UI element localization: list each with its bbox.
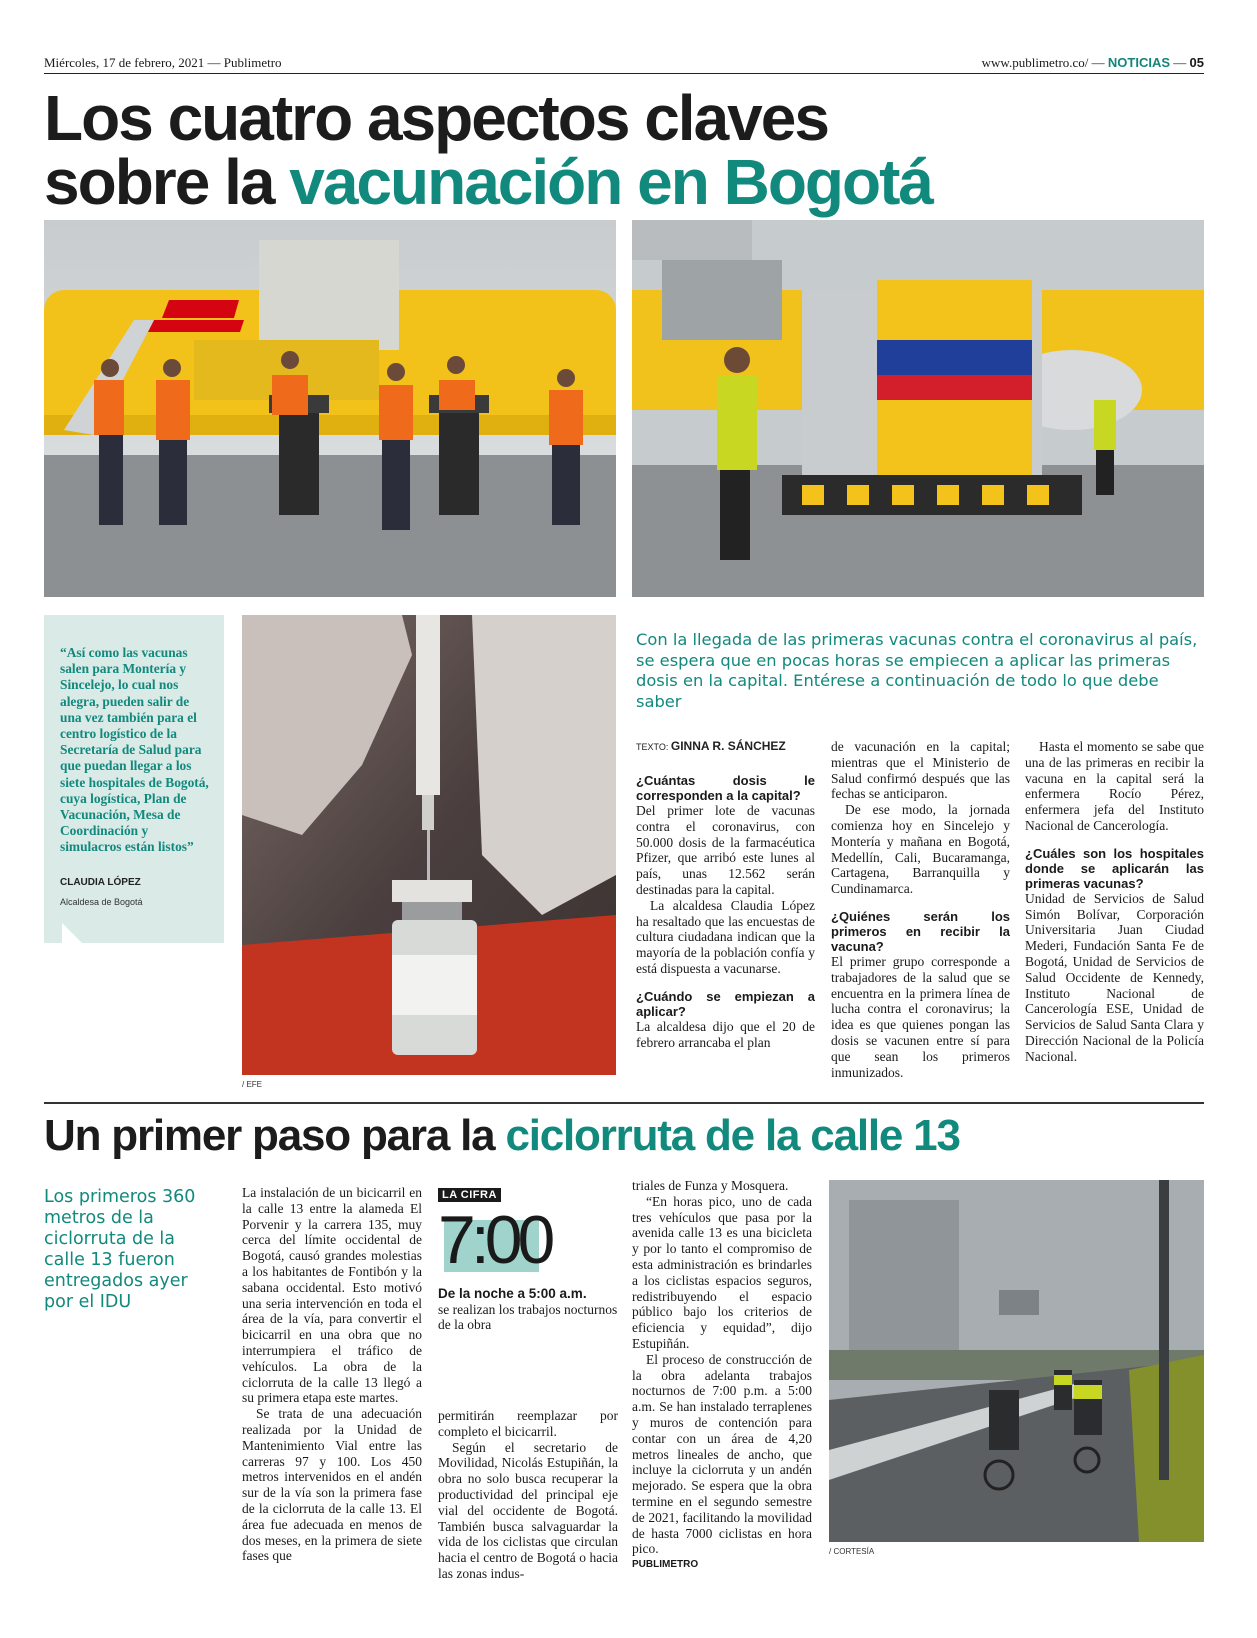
- page-header: [44, 54, 1204, 74]
- photo-press-conference: [44, 220, 616, 597]
- cifra-number: 7:00: [438, 1202, 551, 1278]
- photo-credit-cortesia: / CORTESÍA: [829, 1547, 875, 1556]
- header-right: www.publimetro.co/ — NOTICIAS — 05: [981, 55, 1204, 70]
- cifra-desc-bold: De la noche a 5:00 a.m.: [438, 1286, 587, 1301]
- photo-syringe: [242, 615, 616, 1075]
- quote-author-role: Alcaldesa de Bogotá: [60, 897, 143, 907]
- quote-author: CLAUDIA LÓPEZ: [60, 877, 141, 888]
- subhead-cuando: ¿Cuándo se empiezan a aplicar?: [636, 988, 815, 1019]
- subhead-dosis: ¿Cuántas dosis le corresponden a la capital?: [636, 773, 815, 803]
- story2-deck: Los primeros 360 metros de la ciclorruta de la calle 13 fueron entregados ayer por el IDU: [44, 1187, 196, 1312]
- article-column-2: de vacunación en la capital; mientras que el Ministerio de Salud confirmó después que las fechas se anticiparon. De ese modo, la jornada comienza hoy en Sincelejo y Montería y mañana en Bogotá, Medellín, Cali, Bucaramanga, Cartagena, Barranquilla y Cundinamarca. ¿Quiénes serán los primeros en recibir la vacuna? El primer grupo corresponde a trabajadores de la salud que se encuentra en la primera línea de lucha contra el coronavirus; la idea es que quienes pongan las dosis se vacunen entre sí para que sean los primeros inmunizados.: [831, 739, 1010, 1080]
- ciclorruta-column-3: triales de Funza y Mosquera. “En horas pico, uno de cada tres vehículos que pasa por la avenida calle 13 es una bicicleta y por lo tanto el compromiso de esta administración es brindarles a los ciclistas espacios seguros, redistribuyendo el espacio público bajo los criterios de eficiencia y equidad”, dijo Estupiñán. El proceso de construcción de la obra adelanta trabajos nocturnos de 7:00 p.m. a 5:00 a.m. Se han instalado terraplenes y muros de contención para contar con un área de 4,20 metros lineales de ancho, que incluye la ciclorruta y un andén mejorado. Se espera que la obra termine en el segundo semestre de 2021, facilitando la movilidad de hasta 7000 ciclistas en hora pico. PUBLIMETRO: [632, 1178, 812, 1573]
- subhead-quienes: ¿Quiénes serán los primeros en recibir la vacuna?: [831, 908, 1010, 954]
- site-url[interactable]: www.publimetro.co/ —: [981, 55, 1105, 70]
- pull-quote: “Así como las vacunas salen para Montería y Sincelejo, lo cual nos alegra, pueden salir de una vez también para el centro logístico de la Secretaría de Salud para que puedan llegar a los siete hospitales de Bogotá, cuya logística, Plan de Vacunación, Mesa de Coordinación y simulacros están listos”: [60, 645, 209, 855]
- section-name: NOTICIAS: [1107, 55, 1171, 70]
- story-lead: Con la llegada de las primeras vacunas contra el coronavirus al país, se espera que en pocas horas se empiecen a aplicar las primeras dosis en la capital. Entérese a continuación de todo lo que debe saber: [636, 630, 1198, 711]
- byline-author: GINNA R. SÁNCHEZ: [670, 739, 786, 753]
- signature-publimetro: PUBLIMETRO: [632, 1559, 699, 1571]
- la-cifra-tag: LA CIFRA: [438, 1188, 501, 1202]
- ciclorruta-column-1: La instalación de un bicicarril en la calle 13 entre la alameda El Porvenir y la carrera 135, muy cerca del límite occidental de Bogotá, causó grandes molestias a los habitantes de Fontibón y la sabana occidental. Esto motivó una seria intervención en toda el área de la vía, para convertir el bicicarril en una obra que no interrumpiera el tráfico de vehículos. La obra de la ciclorruta de la calle 13 llegó a su primera etapa este martes. Se trata de una adecuación realizada por la Unidad de Mantenimiento Vial entre las carreras 97 y 100. Los 450 metros intervenidos en el andén sur de la vía son la primera fase de la ciclorruta de la calle 13. El área fue adecuada en menos de dos meses, en la primera de siete fases que: [242, 1185, 422, 1564]
- pull-quote-box: [44, 615, 224, 943]
- ciclorruta-column-2: permitirán reemplazar por completo el bicicarril. Según el secretario de Movilidad, Nicolás Estupiñán, la obra no solo busca recuperar la productividad del principal eje vial del occidente de Bogotá. También busca salvaguardar la vida de los ciclistas que circulan hacia el centro de Bogotá o hacia las zonas indus-: [438, 1408, 618, 1581]
- headline-vacunacion: Los cuatro aspectos claves sobre la vacunación en Bogotá: [44, 82, 932, 218]
- cifra-desc: se realizan los trabajos nocturnos de la obra: [438, 1301, 618, 1332]
- photo-credit-efe: / EFE: [242, 1080, 263, 1089]
- quote-corner-mark: [62, 923, 82, 943]
- section-divider: [44, 1102, 1204, 1104]
- issue-date: Miércoles, 17 de febrero, 2021 — Publimetro: [44, 55, 282, 70]
- byline: TEXTO: GINNA R. SÁNCHEZ: [636, 739, 786, 753]
- article-column-1: ¿Cuántas dosis le corresponden a la capital? Del primer lote de vacunas contra el coronavirus, con 50.000 dosis de la farmacéutica Pfizer, que arribó este lunes al país, unas 12.562 serán destinadas para la capital. La alcaldesa Claudia López ha resaltado que las encuestas de cultura ciudadana indican que la mayoría de la población confía y está dispuesta a vacunarse. ¿Cuándo se empiezan a aplicar? La alcaldesa dijo que el 20 de febrero arrancaba el plan: [636, 773, 815, 1050]
- photo-vaccine-cargo: [632, 220, 1204, 597]
- article-column-3: Hasta el momento se sabe que una de las primeras en recibir la vacuna en la capital será la enfermera Rocío Pérez, enfermera jefa del Instituto Nacional de Cancerología. ¿Cuáles son los hospitales donde se aplicarán las primeras vacunas? Unidad de Servicios de Salud Simón Bolívar, Corporación Universitaria Juan Ciudad Mederi, Fundación Santa Fe de Bogotá, Unidad de Servicios de Salud Occidente de Kennedy, Instituto Nacional de Cancerología ESE, Unidad de Servicios de Salud Santa Clara y Dirección Nacional de la Policía Nacional.: [1025, 739, 1204, 1064]
- subhead-hospitales: ¿Cuáles son los hospitales donde se aplicarán las primeras vacunas?: [1025, 845, 1204, 891]
- headline-ciclorruta: Un primer paso para la ciclorruta de la calle 13: [44, 1111, 960, 1160]
- la-cifra-box: [438, 1183, 618, 1333]
- photo-cyclists: [829, 1180, 1204, 1542]
- page-number: 05: [1189, 55, 1204, 70]
